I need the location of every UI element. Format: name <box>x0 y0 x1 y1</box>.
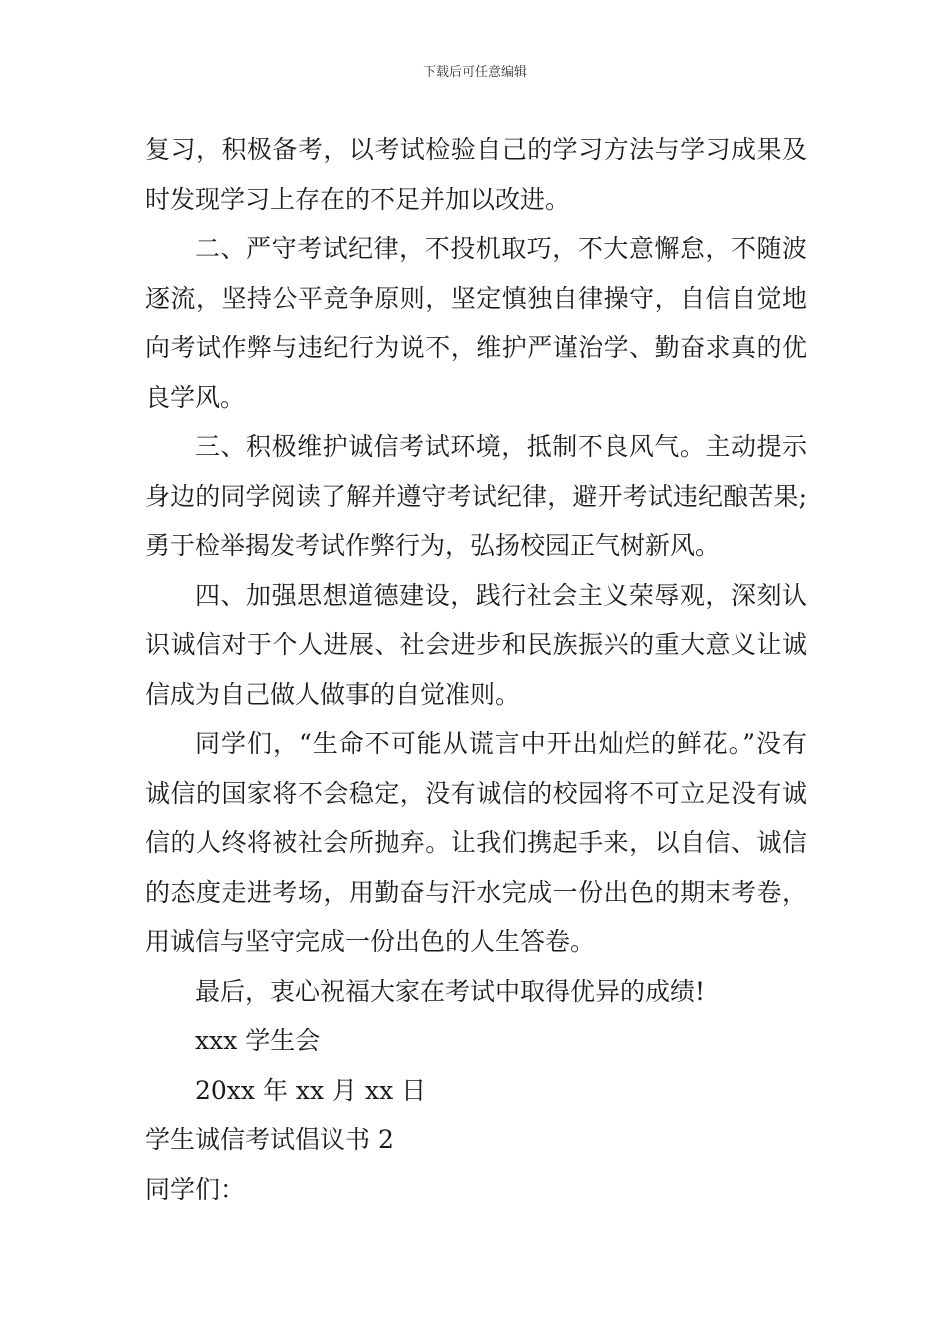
section-title: 学生诚信考试倡议书 2 <box>145 1125 394 1154</box>
page-header: 下载后可任意编辑 <box>422 65 527 80</box>
paragraph-item-3: 三、积极维护诚信考试环境，抵制不良风气。主动提示身边的同学阅读了解并遵守考试纪律，避开考试违纪酿苦果;勇于检举揭发考试作弊行为，弘扬校园正气树新风。 <box>145 432 807 560</box>
paragraph-appeal: 同学们，“生命不可能从谎言中开出灿烂的鲜花。”没有诚信的国家将不会稳定，没有诚信的校园将不可立足没有诚信的人终将被社会所抛弃。让我们携起手来，以自信、诚信的态度走进考场，用勤奋与汗水完成一份出色的期末考卷，用诚信与坚守完成一份出色的人生答卷。 <box>145 729 807 956</box>
signature-date: 20xx 年 xx 月 xx 日 <box>195 1075 427 1105</box>
paragraph-closing: 最后，衷心祝福大家在考试中取得优异的成绩! <box>195 976 706 1006</box>
paragraph-continuation: 复习，积极备考，以考试检验自己的学习方法与学习成果及时发现学习上存在的不足并加以改进。 <box>145 135 807 214</box>
document-body <box>145 125 807 1214</box>
paragraph-item-2: 二、严守考试纪律，不投机取巧，不大意懈怠，不随波逐流，坚持公平竞争原则，坚定慎独自律操守，自信自觉地向考试作弊与违纪行为说不，维护严谨治学、勤奋求真的优良学风。 <box>145 234 807 412</box>
paragraph-item-4: 四、加强思想道德建设，践行社会主义荣辱观，深刻认识诚信对于个人进展、社会进步和民族振兴的重大意义让诚信成为自己做人做事的自觉准则。 <box>145 580 807 709</box>
signature-org: xxx 学生会 <box>195 1026 321 1055</box>
salutation: 同学们： <box>145 1174 246 1204</box>
